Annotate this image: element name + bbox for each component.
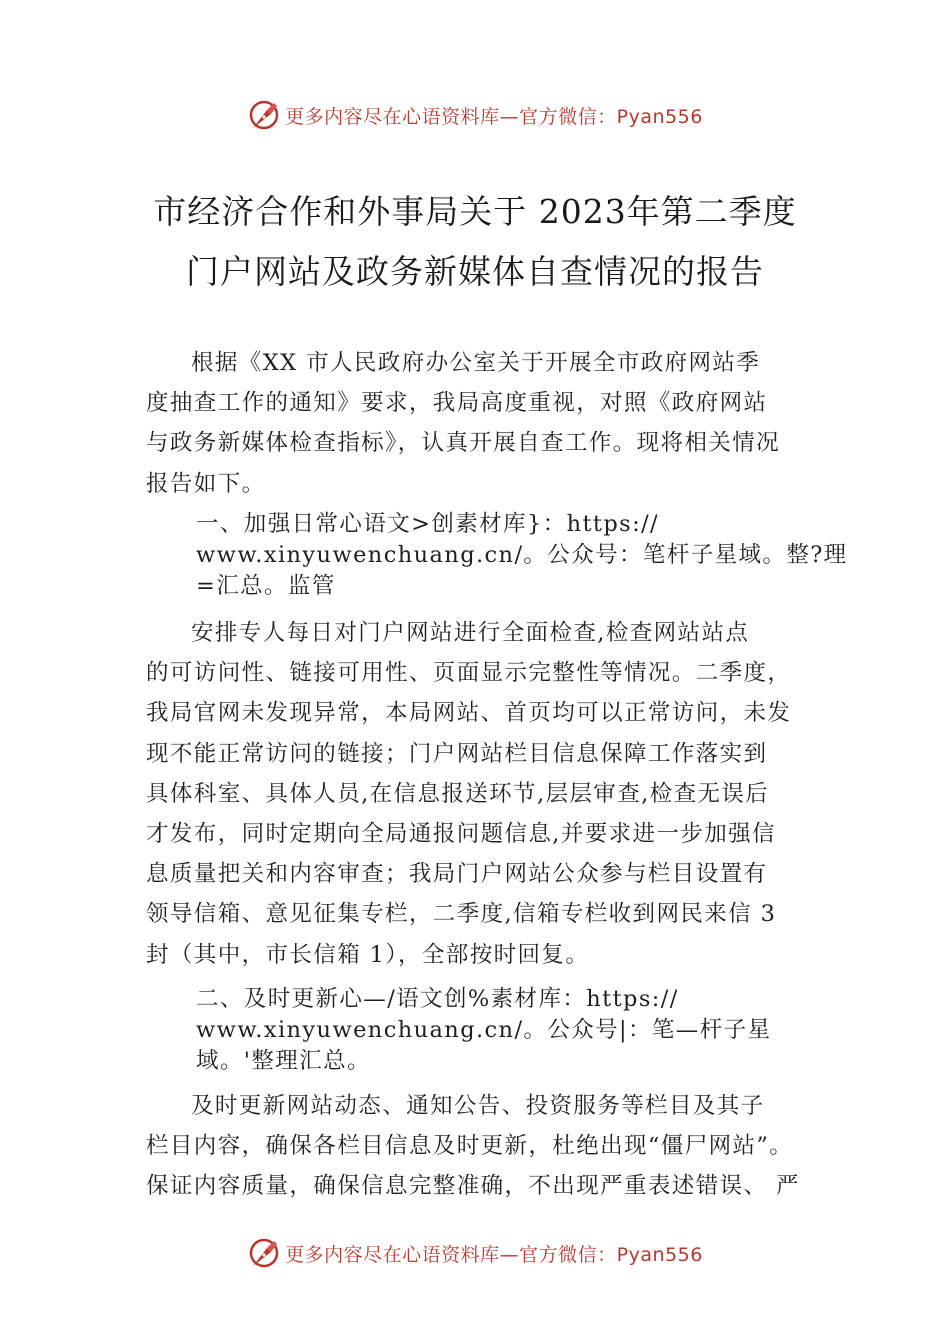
- pen-nib-logo-icon: [247, 98, 281, 132]
- text-line: 与政务新媒体检查指标》，认真开展自查工作。现将相关情况: [146, 430, 781, 457]
- section-1-body: [146, 613, 816, 975]
- text-line: 一、加强日常心语文>创素材库}：https://: [196, 511, 660, 537]
- text-line: 度抽查工作的通知》要求，我局高度重视，对照《政府网站: [146, 390, 768, 417]
- text-line: 保证内容质量，确保信息完整准确，不出现严重表述错误、 严: [146, 1173, 800, 1200]
- text-line: 栏目内容，确保各栏目信息及时更新，杜绝出现“僵尸网站”。: [146, 1133, 794, 1160]
- pen-nib-logo-icon: [247, 1236, 281, 1270]
- watermark-bottom: [0, 1233, 950, 1273]
- text-line: =汇总。监管: [196, 573, 336, 599]
- text-line: 域。'整理汇总。: [196, 1048, 371, 1074]
- text-line: www.xinyuwenchuang.cn/。公众号：笔杆子星域。整?理: [196, 542, 848, 568]
- text-line: 封（其中，市长信箱 1），全部按时回复。: [146, 941, 590, 968]
- text-line: 根据《XX 市人民政府办公室关于开展全市政府网站季: [191, 350, 761, 376]
- text-line: 的可访问性、链接可用性、页面显示完整性等情况。二季度，: [146, 660, 792, 687]
- text-line: 二、及时更新心—/语文创%素材库：https://: [196, 986, 679, 1012]
- title-line-2: 门户网站及政务新媒体自查情况的报告: [186, 252, 764, 291]
- section-2-body: [146, 1086, 816, 1207]
- text-line: 及时更新网站动态、通知公告、投资服务等栏目及其子: [191, 1093, 765, 1119]
- text-line: 安排专人每日对门户网站进行全面检查,检查网站站点: [191, 620, 750, 646]
- text-line: 我局官网未发现异常，本局网站、首页均可以正常访问，未发: [146, 700, 792, 727]
- text-line: 现不能正常访问的链接；门户网站栏目信息保障工作落实到: [146, 740, 768, 767]
- intro-paragraph: [146, 343, 816, 504]
- watermark-text: 更多内容尽在心语资料库—官方微信：Pyan556: [285, 105, 703, 128]
- section-2-heading: [146, 984, 866, 1077]
- text-line: 领导信箱、意见征集专栏，二季度,信箱专栏收到网民来信 3: [146, 901, 777, 928]
- section-1-heading: [146, 509, 866, 602]
- watermark-text: 更多内容尽在心语资料库—官方微信：Pyan556: [285, 1243, 703, 1266]
- text-line: 才发布，同时定期向全局通报问题信息,并要求进一步加强信: [146, 821, 776, 848]
- text-line: 具体科室、具体人员,在信息报送环节,层层审查,检查无误后: [146, 780, 770, 807]
- title-line-1: 市经济合作和外事局关于 2023年第二季度: [153, 192, 797, 231]
- watermark-top: [0, 95, 950, 135]
- text-line: 息质量把关和内容审查；我局门户网站公众参与栏目设置有: [146, 861, 768, 888]
- text-line: www.xinyuwenchuang.cn/。公众号|：笔—杆子星: [196, 1017, 772, 1043]
- text-line: 报告如下。: [146, 470, 266, 497]
- document-title: [0, 182, 950, 302]
